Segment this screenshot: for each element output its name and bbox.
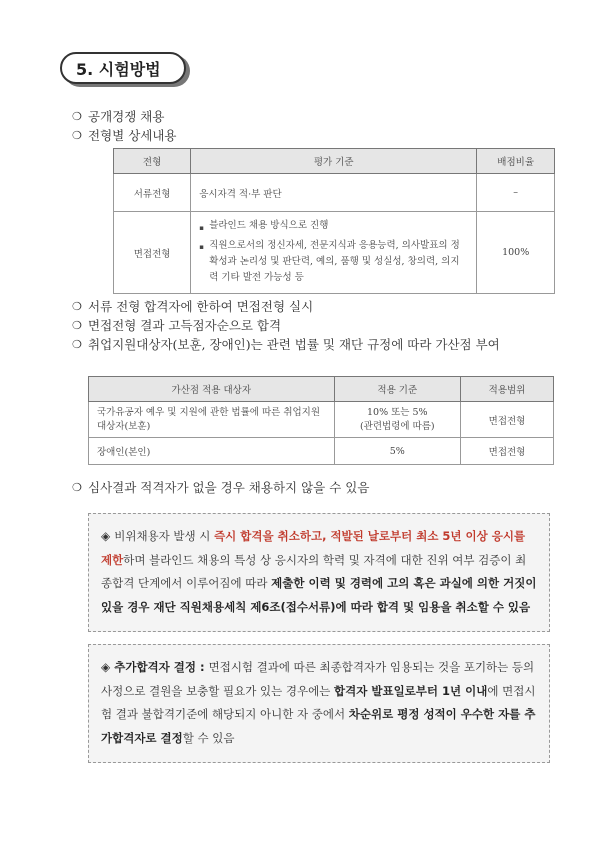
table-row	[114, 174, 555, 212]
criteria-text: 직원으로서의 정신자세, 전문지식과 응용능력, 의사발표의 정확성과 논리성 및 판단력, 예의, 품행 및 성실성, 창의력, 의지력 기타 발전 가능성 등	[209, 240, 460, 283]
table-row	[89, 438, 554, 465]
notice-text: 비위채용자 발생 시	[114, 529, 215, 543]
section-title	[60, 52, 186, 84]
bullet-interview-eligibility	[72, 298, 313, 316]
standard-line: 10% 또는 5%	[366, 406, 428, 418]
notice-additional-pass	[88, 644, 550, 763]
diamond-icon: ◈	[101, 660, 111, 674]
bullet-text: 서류 전형 합격자에 한하여 면접전형 실시	[88, 299, 314, 314]
notice-cancellation	[88, 513, 550, 632]
header-ratio: 배점비율	[477, 149, 555, 174]
table-row	[89, 402, 554, 438]
cell-scope: 면접전형	[461, 438, 554, 465]
notice-text: 에 면접시험 결과 불합격기준에 해당되지 아니한 자 중에서	[101, 683, 536, 721]
criteria-text: 블라인드 채용 방식으로 진행	[209, 220, 329, 231]
bullet-text: 취업지원대상자(보훈, 장애인)는 관련 법률 및 재단 규정에 따라 가산점 부여	[88, 337, 500, 352]
notice-text: 면접시험 결과에 따른 최종합격자가 임용되는 것을 포기하는 등의 사정으로 결원을 보충할 필요가 있는 경우에는	[101, 660, 535, 698]
notice-text: 할 수 있음	[182, 730, 235, 745]
bullet-score-order	[72, 317, 281, 335]
header-target: 가산점 적용 대상자	[89, 377, 335, 402]
cell-target: 장애인(본인)	[89, 438, 335, 465]
header-stage: 전형	[114, 149, 191, 174]
bullet-text: 전형별 상세내용	[88, 128, 177, 143]
notice-text: 하며 블라인드 채용의 특성 상 응시자의 학력 및 자격에 대한 진위 여부 검증이 최종합격 단계에서 이루어짐에 따라	[101, 552, 527, 590]
bonus-table	[88, 376, 554, 465]
cell-standard: 5%	[334, 438, 460, 465]
cell-criteria: 응시자격 적·부 판단	[191, 174, 477, 212]
cell-target: 국가유공자 예우 및 지원에 관한 법률에 따른 취업지원 대상자(보훈)	[89, 402, 335, 438]
bullet-text: 면접전형 결과 고득점자순으로 합격	[88, 318, 282, 333]
bullet-text: 심사결과 적격자가 없을 경우 채용하지 않을 수 있음	[88, 480, 370, 495]
evaluation-table	[113, 148, 555, 294]
cell-stage: 서류전형	[114, 174, 191, 212]
circle-bullet-icon: ❍	[72, 338, 82, 351]
header-scope: 적용범위	[461, 377, 554, 402]
notice-emphasis: 합격자 발표일로부터 1년 이내	[334, 683, 488, 698]
circle-bullet-icon: ❍	[72, 129, 82, 142]
cell-standard	[334, 402, 460, 438]
notice-emphasis: 추가합격자 결정 :	[114, 660, 209, 674]
bullet-no-qualified	[72, 479, 369, 497]
notice-emphasis: 제출한 이력 및 경력에 고의 혹은 과실에 의한 거짓이 있을 경우 재단 직원채용세칙 제6조(접수서류)에 따라 합격 및 임용을 취소할 수 있음	[101, 576, 537, 614]
notice-emphasis: 차순위로 평정 성적이 우수한 자를 추가합격자로 결정	[101, 707, 536, 745]
circle-bullet-icon: ❍	[72, 319, 82, 332]
square-bullet-icon: ▪	[199, 243, 204, 251]
table-header-row	[89, 377, 554, 402]
criteria-item	[199, 238, 468, 286]
bullet-text: 공개경쟁 채용	[88, 109, 165, 124]
circle-bullet-icon: ❍	[72, 300, 82, 313]
header-criteria: 평가 기준	[191, 149, 477, 174]
bullet-stage-details	[72, 127, 177, 145]
circle-bullet-icon: ❍	[72, 110, 82, 123]
cell-scope: 면접전형	[461, 402, 554, 438]
table-header-row	[114, 149, 555, 174]
header-standard: 적용 기준	[334, 377, 460, 402]
square-bullet-icon: ▪	[199, 224, 204, 232]
diamond-icon: ◈	[101, 529, 111, 543]
section-title-text: 5. 시험방법	[76, 59, 161, 79]
notice-emphasis: 즉시 합격을 취소하고, 적발된 날로부터 최소 5년 이상 응시를 제한	[101, 529, 526, 567]
cell-ratio: 100%	[477, 212, 555, 294]
standard-line: (관련법령에 따름)	[359, 420, 435, 432]
bullet-open-recruitment	[72, 108, 164, 126]
criteria-item	[199, 219, 468, 235]
bullet-bonus-points	[72, 336, 552, 354]
circle-bullet-icon: ❍	[72, 481, 82, 494]
cell-stage: 면접전형	[114, 212, 191, 294]
table-row	[114, 212, 555, 294]
cell-criteria	[191, 212, 477, 294]
cell-ratio: –	[477, 174, 555, 212]
